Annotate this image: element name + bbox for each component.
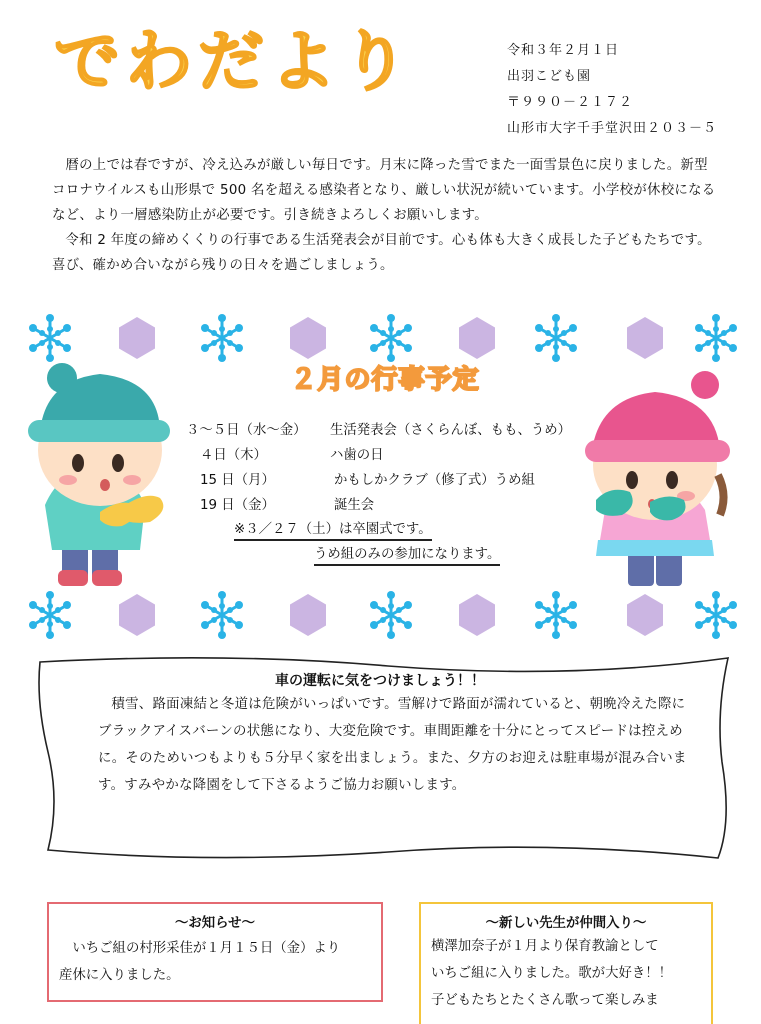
new-teacher-title: ～新しい先生が仲間入り～ (485, 916, 647, 931)
event-name: かもしかクラブ（修了式）うめ組 (334, 473, 535, 488)
address: 山形市大字千手堂沢田２０３－５ (507, 121, 718, 136)
event-date: ４日（木） (200, 448, 267, 463)
event-name: 生活発表会（さくらんぼ、もも、うめ） (330, 423, 572, 438)
event-name: 誕生会 (334, 498, 375, 513)
header-info (507, 38, 717, 142)
snowflake-icon (29, 314, 71, 362)
child-left-illustration (28, 363, 170, 586)
new-teacher-box (419, 902, 713, 1024)
notice-title: ～お知らせ～ (175, 916, 255, 931)
notice-line: 産休に入りました。 (59, 968, 180, 983)
hexagon-decoration (627, 594, 663, 636)
graduation-note: ※３／２７（土）は卒園式です。 (234, 518, 432, 541)
events-heading-text: ２月の行事予定 (290, 365, 480, 395)
snowflake-icon (695, 591, 737, 639)
event-date: 15 日（月） (200, 473, 275, 488)
newsletter-title-text: でわだより (54, 23, 414, 100)
school-name: 出羽こども園 (507, 69, 592, 84)
notice-box (47, 902, 383, 1002)
postal-code: 〒９９０－２１７２ (507, 95, 634, 110)
event-name: ハ歯の日 (330, 448, 384, 463)
hexagon-decoration (627, 317, 663, 359)
new-teacher-line: いちご組に入りました。歌が大好き！！ (431, 966, 673, 981)
snowflake-icon (695, 314, 737, 362)
snowflake-icon (535, 314, 577, 362)
hexagon-decoration (459, 594, 495, 636)
child-right-illustration (585, 371, 730, 586)
snowflake-icon (370, 591, 412, 639)
new-teacher-line: 横澤加奈子が１月より保育教諭として (431, 939, 659, 954)
snowflake-icon (535, 591, 577, 639)
graduation-note-detail: うめ組のみの参加になります。 (314, 543, 500, 566)
hexagon-decoration (119, 594, 155, 636)
intro-paragraph-1: 暦の上では春ですが、冷え込みが厳しい毎日です。月末に降った雪でまた一面雪景色に戻りました。新型コロナウイルスも山形県で 500 名を超える感染者となり、厳しい状況が続いています。小学校が休校になるなど、より一層感染防止が必要です。引き続きよろしくお願いします。 (52, 158, 716, 223)
intro-text (52, 153, 718, 278)
events-heading (270, 352, 500, 402)
intro-paragraph-2: 令和 2 年度の締めくくりの行事である生活発表会が目前です。心も体も大きく成長した子どもたちです。喜び、確かめ合いながら残りの日々を過ごしましょう。 (52, 233, 711, 273)
event-date: 19 日（金） (200, 498, 275, 513)
notice-line: いちご組の村形采佳が１月１５日（金）より (72, 941, 341, 956)
snowflake-icon (201, 314, 243, 362)
newsletter-title (50, 6, 430, 106)
issue-date: 令和３年２月１日 (507, 43, 620, 58)
hexagon-decoration (119, 317, 155, 359)
driving-body: 積雪、路面凍結と冬道は危険がいっぱいです。雪解けで路面が濡れていると、朝晩冷えた際にブラックアイスバーンの状態になり、大変危険です。車間距離を十分にとってスピードは控えめに。そのためいつもよりも５分早く家を出ましょう。また、夕方のお迎えは駐車場が混み合います。すみやかな降園をして下さるようご協力お願いします。 (98, 697, 687, 793)
snowflake-icon (201, 591, 243, 639)
hexagon-decoration (290, 594, 326, 636)
snowflake-icon (29, 591, 71, 639)
event-date: ３～５日（水～金） (186, 423, 307, 438)
new-teacher-line: 子どもたちとたくさん歌って楽しみま (431, 993, 659, 1008)
driving-title: 車の運転に気をつけましょう！！ (275, 673, 485, 689)
